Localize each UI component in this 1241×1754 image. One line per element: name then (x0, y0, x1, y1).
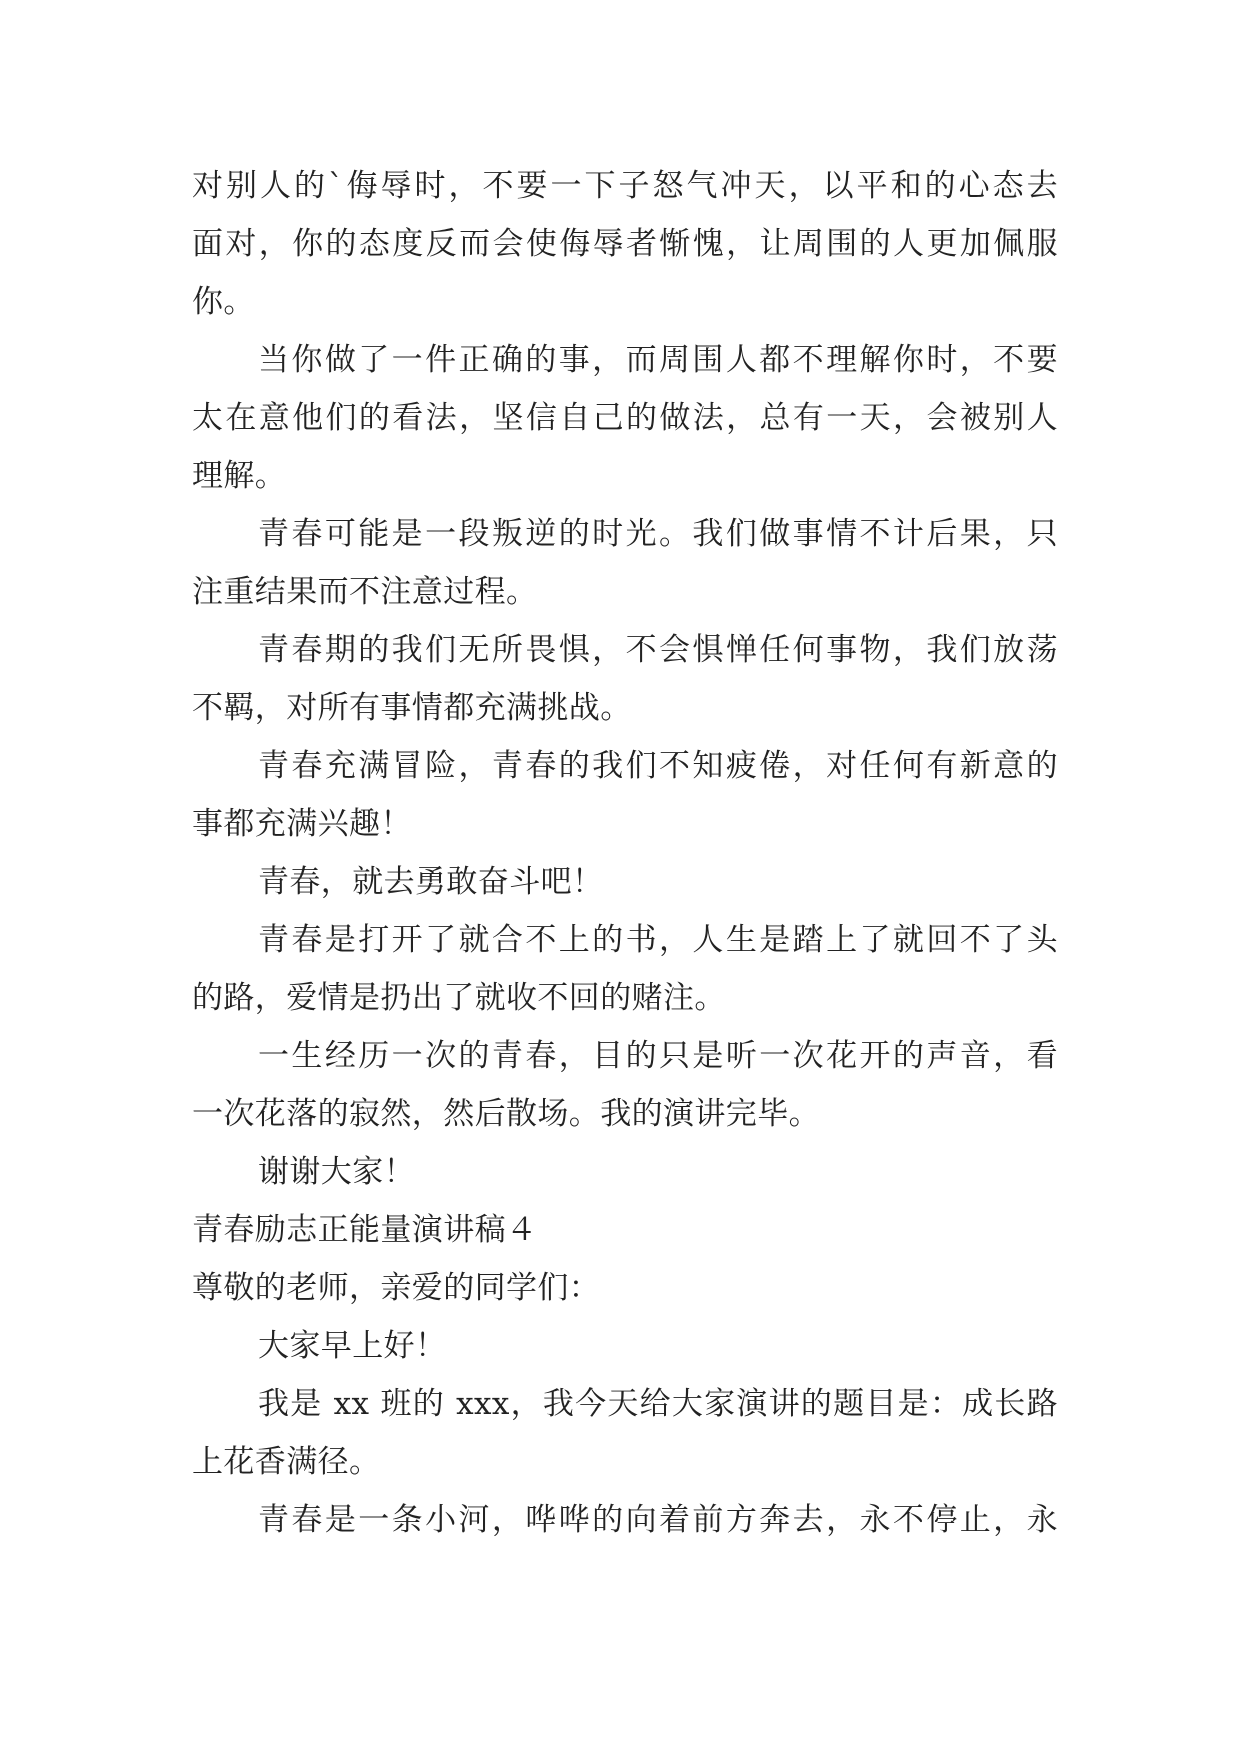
paragraph-first-line: 青春是一条小河，哗哗的向着前方奔去，永不停止，永 (258, 1502, 1058, 1538)
section-title: 青春励志正能量演讲稿４ (192, 1212, 538, 1248)
paragraph-first-line: 青春期的我们无所畏惧，不会惧惮任何事物，我们放荡 (258, 632, 1058, 668)
paragraph-first-line: 青春是打开了就合不上的书，人生是踏上了就回不了头 (258, 922, 1058, 958)
paragraph-first-line: 青春，就去勇敢奋斗吧！ (258, 864, 604, 900)
salutation: 尊敬的老师，亲爱的同学们： (192, 1270, 601, 1306)
text-line: 的路，爱情是扔出了就收不回的赌注。 (192, 980, 726, 1016)
text-line: 对别人的`侮辱时，不要一下子怒气冲天，以平和的心态去 (192, 168, 1058, 204)
text-line: 一次花落的寂然，然后散场。我的演讲完毕。 (192, 1096, 820, 1132)
paragraph-first-line: 青春充满冒险，青春的我们不知疲倦，对任何有新意的 (258, 748, 1058, 784)
paragraph-first-line: 一生经历一次的青春，目的只是听一次花开的声音，看 (258, 1038, 1058, 1074)
text-line: 太在意他们的看法，坚信自己的做法，总有一天，会被别人 (192, 400, 1058, 436)
text-line: 事都充满兴趣！ (192, 806, 412, 842)
paragraph-first-line: 大家早上好！ (258, 1328, 447, 1364)
text-line: 理解。 (192, 458, 287, 494)
paragraph-first-line: 当你做了一件正确的事，而周围人都不理解你时，不要 (258, 342, 1058, 378)
paragraph-first-line: 我是 xx 班的 xxx，我今天给大家演讲的题目是：成长路 (258, 1386, 1058, 1422)
text-line: 你。 (192, 284, 255, 320)
paragraph-first-line: 青春可能是一段叛逆的时光。我们做事情不计后果，只 (258, 516, 1058, 552)
text-line: 面对，你的态度反而会使侮辱者惭愧，让周围的人更加佩服 (192, 226, 1058, 262)
text-line: 注重结果而不注意过程。 (192, 574, 538, 610)
paragraph-first-line: 谢谢大家！ (258, 1154, 415, 1190)
text-line: 不羁，对所有事情都充满挑战。 (192, 690, 632, 726)
text-line: 上花香满径。 (192, 1444, 381, 1480)
